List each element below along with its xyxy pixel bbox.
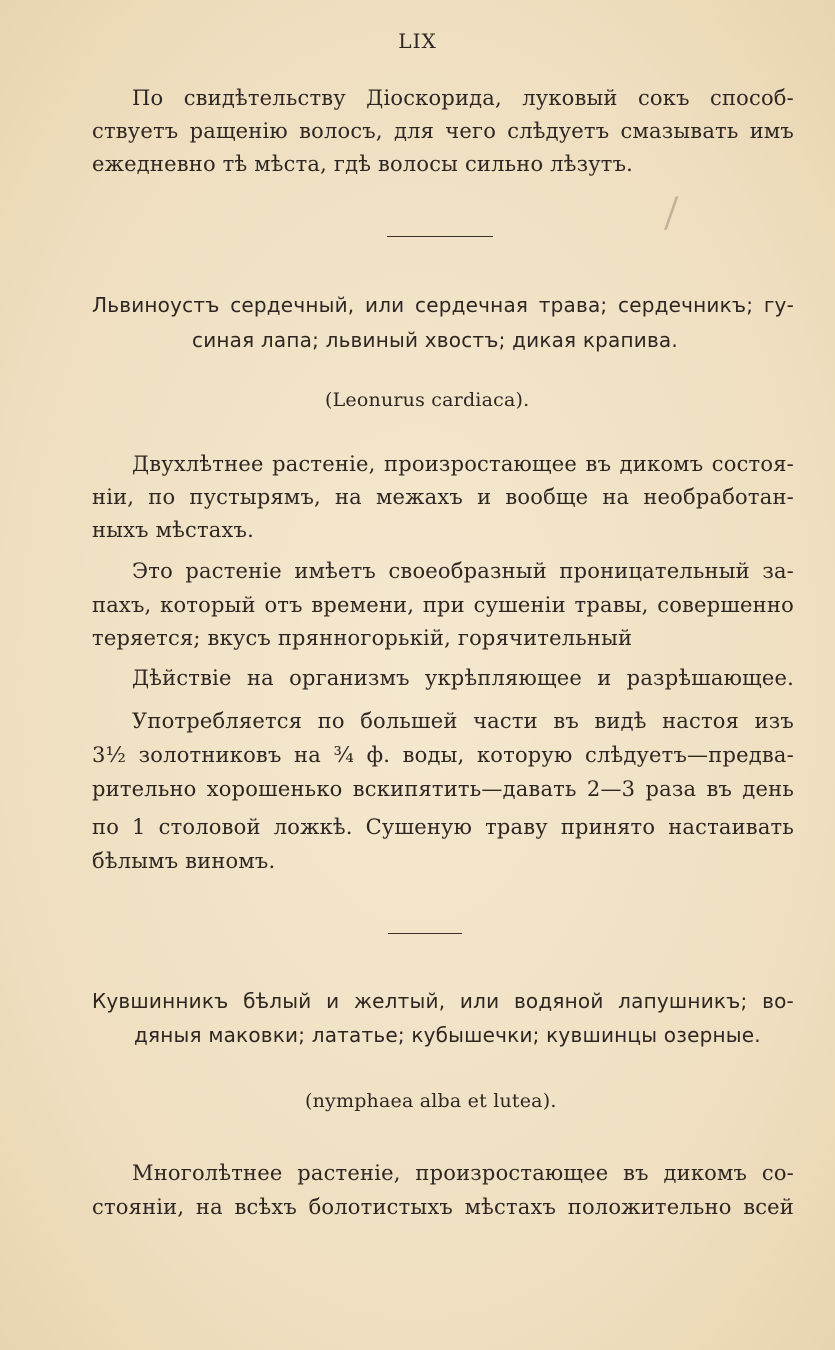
word: способ- [710, 86, 794, 110]
word: водяной [513, 989, 604, 1013]
word: Двухлѣтнее [132, 452, 264, 476]
word: Многолѣтнее [132, 1161, 283, 1185]
word: хорошенько [206, 777, 343, 801]
word: По [132, 86, 164, 110]
plant1-p4-line-5: бѣлымъ виномъ. [92, 849, 276, 873]
word: со- [761, 1161, 794, 1185]
word: состоя- [711, 452, 794, 476]
word: на [602, 485, 630, 509]
plant2-title-line-2: дяныя маковки; лататье; кубышечки; кувшинцы озерные. [134, 1023, 761, 1047]
word: или [459, 989, 500, 1013]
word: смазывать [620, 119, 739, 143]
word: сокъ [637, 86, 690, 110]
word: чего [445, 119, 497, 143]
word: столовой [158, 815, 261, 839]
word: по [148, 485, 176, 509]
word: на [334, 485, 362, 509]
word: свидѣтельству [183, 86, 346, 110]
word: за- [762, 559, 794, 583]
word: въ [585, 452, 612, 476]
plant1-p2-line-2 [92, 590, 794, 620]
word: пахъ, [92, 593, 152, 617]
word: сушеніи [473, 593, 566, 617]
word: воды, [402, 743, 465, 767]
word: организмъ [289, 666, 410, 690]
word: принято [560, 815, 656, 839]
word: и [326, 989, 340, 1013]
word: на [294, 743, 321, 767]
word: въ [706, 777, 733, 801]
word: проницательный [559, 559, 750, 583]
word: мѣстахъ [464, 1195, 557, 1219]
word: Діоскорида, [366, 86, 502, 110]
plant2-latin-name: (nymphaea alba et lutea). [305, 1090, 557, 1112]
plant1-p4-line-1 [132, 706, 794, 736]
word: укрѣпляющее [424, 666, 582, 690]
p1-line-3: ежедневно тѣ мѣста, гдѣ волосы сильно лѣзутъ. [92, 152, 634, 176]
word: настаивать [668, 815, 794, 839]
word: по [92, 815, 120, 839]
word: ствуетъ [92, 119, 179, 143]
word: вообще [505, 485, 589, 509]
word: на [195, 1195, 223, 1219]
plant1-p4-line-2 [92, 740, 794, 770]
word: которую [476, 743, 573, 767]
plant1-p4-line-3 [92, 774, 794, 804]
word: имѣетъ [294, 559, 376, 583]
word: при [422, 593, 465, 617]
word: отъ [264, 593, 303, 617]
plant1-p1-line-3: ныхъ мѣстахъ. [92, 518, 254, 542]
word: который [160, 593, 256, 617]
word: лапушникъ; [618, 989, 748, 1013]
word: времени, [311, 593, 415, 617]
word: Кувшинникъ [92, 989, 229, 1013]
word: или [365, 293, 405, 317]
word: для [393, 119, 435, 143]
word: ф. [366, 743, 391, 767]
word: своеобразный [388, 559, 547, 583]
word: въ [623, 1161, 649, 1185]
word: гу- [763, 293, 794, 317]
plant1-p2-line-1 [132, 556, 794, 586]
word: настоя [662, 709, 740, 733]
word: золотниковъ [138, 743, 282, 767]
word: видѣ [594, 709, 647, 733]
word: необработан- [643, 485, 794, 509]
word: сердечникъ; [618, 293, 754, 317]
word: 3½ [92, 743, 127, 767]
plant2-p1-line-2 [92, 1192, 794, 1222]
word: имъ [749, 119, 794, 143]
word: 2—3 [586, 777, 636, 801]
word: по [317, 709, 345, 733]
plant1-latin-name: (Leonurus cardiaca). [325, 389, 530, 411]
word: Это [132, 559, 173, 583]
word: сердечная [415, 293, 529, 317]
p1-line-2 [92, 116, 794, 146]
word: растеніе [185, 559, 282, 583]
word: слѣдуетъ [507, 119, 610, 143]
word: и [597, 666, 612, 690]
word: дикомъ [663, 1161, 748, 1185]
plant1-title-line-2: синая лапа; львиный хвостъ; дикая крапива. [192, 328, 678, 352]
word: части [473, 709, 538, 733]
word: ращенію [189, 119, 288, 143]
section-divider-1 [387, 236, 493, 237]
word: 1 [132, 815, 146, 839]
word: растеніе, [272, 452, 376, 476]
word: изъ [754, 709, 794, 733]
word: произростающее [384, 452, 578, 476]
word: дикомъ [619, 452, 704, 476]
word: трава; [538, 293, 608, 317]
word: разрѣшающее. [626, 666, 794, 690]
word: луковый [522, 86, 618, 110]
ink-mark: ⁄ [663, 191, 680, 238]
word: слѣдуетъ—предва- [585, 743, 794, 767]
word: и [477, 485, 492, 509]
word: большей [360, 709, 458, 733]
section-divider-2 [388, 933, 462, 934]
word: Сушеную [365, 815, 473, 839]
word: желтый, [353, 989, 446, 1013]
word: всей [743, 1195, 794, 1219]
word: болотистыхъ [308, 1195, 453, 1219]
word: межахъ [375, 485, 463, 509]
plant1-p1-line-1 [132, 449, 794, 479]
word: растеніе, [297, 1161, 401, 1185]
word: ¾ [333, 743, 355, 767]
word: пустырямъ, [189, 485, 321, 509]
word: Употребляется [132, 709, 303, 733]
p1-line-1 [132, 83, 794, 113]
plant2-title-line-1 [92, 986, 794, 1016]
word: произростающее [415, 1161, 609, 1185]
word: бѣлый [243, 989, 312, 1013]
word: ніи, [92, 485, 135, 509]
word: траву [485, 815, 548, 839]
word: ложкѣ. [273, 815, 353, 839]
word: всѣхъ [234, 1195, 297, 1219]
page-number: LIX [398, 29, 437, 53]
word: сердечный, [230, 293, 355, 317]
plant1-title-line-1 [92, 290, 794, 320]
word: во- [762, 989, 794, 1013]
word: стояніи, [92, 1195, 185, 1219]
word: рительно [92, 777, 197, 801]
plant1-p2-line-3: теряется; вкусъ прянногорькій, горячительный [92, 626, 633, 650]
word: Львиноустъ [92, 293, 220, 317]
plant1-p3-line-1 [132, 663, 794, 693]
word: день [742, 777, 794, 801]
word: Дѣйствіе [132, 666, 232, 690]
plant2-p1-line-1 [132, 1158, 794, 1188]
word: раза [645, 777, 697, 801]
word: вскипятить—давать [352, 777, 577, 801]
word: положительно [567, 1195, 732, 1219]
plant1-p4-line-4 [92, 812, 794, 842]
word: на [246, 666, 274, 690]
word: травы, [574, 593, 649, 617]
plant1-p1-line-2 [92, 482, 794, 512]
word: въ [553, 709, 579, 733]
word: совершенно [657, 593, 794, 617]
word: волосъ, [299, 119, 383, 143]
